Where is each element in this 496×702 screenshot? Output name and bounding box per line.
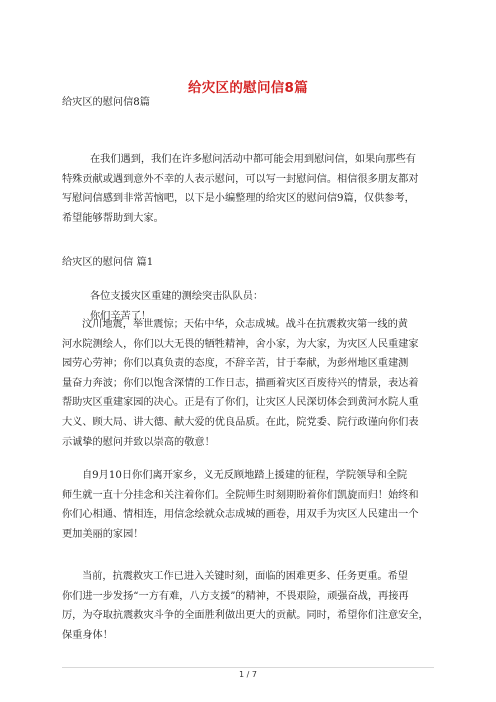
paragraph-line: 自9月10日你们离开家乡，义无反顾地踏上援建的征程，学院领导和全院	[82, 470, 408, 481]
intro-line: 特殊贡献或遇到意外不幸的人表示慰问，可以写一封慰问信。相信很多朋友都对	[62, 173, 419, 185]
body-paragraph-1	[62, 315, 434, 452]
intro-line: 在我们遇到，我们在许多慰问活动中都可能会用到慰问信，如果向那些有	[90, 154, 416, 165]
document-title: 给灾区的慰问信8篇	[187, 80, 309, 96]
paragraph-line: 师生就一直十分挂念和关注着你们。全院师生时刻期盼着你们凯旋而归！始终和	[62, 489, 419, 501]
salutation-line: 你们辛苦了！	[90, 310, 152, 322]
paragraph-line: 大义、顾大局、讲大德、献大爱的优良品质。在此，院党委、院行政谨向你们表	[62, 416, 419, 428]
intro-line: 希望能够帮助到大家。	[62, 212, 164, 224]
paragraph-line: 汶川地震，举世震惊；天佑中华，众志成城。战斗在抗震救灾第一线的黄	[82, 319, 408, 330]
paragraph-line: 保重身体！	[62, 629, 113, 641]
paragraph-line: 你们心相通、情相连，用信念绘就众志成城的画卷，用双手为灾区人民建出一个	[62, 509, 419, 521]
paragraph-line: 你们进一步发扬“一方有难，八方支援”的精神，不畏艰险，顽强奋战，再接再	[62, 590, 409, 602]
footer-divider	[62, 667, 434, 668]
salutation-line: 各位支援灾区重建的测绘突击队队员：	[90, 291, 264, 302]
intro-paragraph	[62, 150, 434, 228]
paragraph-line: 帮助灾区重建家园的决心。正是有了你们，让灾区人民深切体会到黄河水院人重	[62, 397, 419, 409]
paragraph-line: 河水院测绘人，你们以大无畏的牺牲精神，舍小家，为大家，为灾区人民重建家	[62, 338, 419, 350]
section-heading	[62, 253, 434, 273]
paragraph-line: 厉，为夺取抗震救灾斗争的全面胜利做出更大的贡献。同时，希望你们注意安全，	[62, 610, 429, 622]
paragraph-line: 更加美丽的家园！	[62, 528, 144, 540]
paragraph-line: 当前，抗震救灾工作已进入关键时刻，面临的困难更多、任务更重。希望	[82, 571, 408, 582]
body-paragraph-3	[62, 567, 434, 645]
page-indicator: 1 / 7	[239, 670, 257, 679]
paragraph-line: 示诚挚的慰问并致以崇高的敬意！	[62, 436, 215, 448]
section-heading-text: 给灾区的慰问信 篇1	[62, 257, 154, 268]
document-subtitle	[62, 93, 434, 113]
intro-line: 写慰问信感到非常苦恼吧，以下是小编整理的给灾区的慰问信9篇，仅供参考，	[62, 193, 415, 205]
body-paragraph-2	[62, 466, 434, 544]
subtitle-line: 给灾区的慰问信8篇	[62, 97, 150, 108]
paragraph-line: 园劳心劳神；你们以真负责的态度，不辞辛苦，甘于奉献，为彭州地区重建测	[62, 358, 409, 370]
paragraph-line: 量奋力奔波；你们以饱含深情的工作日志，描画着灾区百废待兴的情景，表达着	[62, 377, 419, 389]
